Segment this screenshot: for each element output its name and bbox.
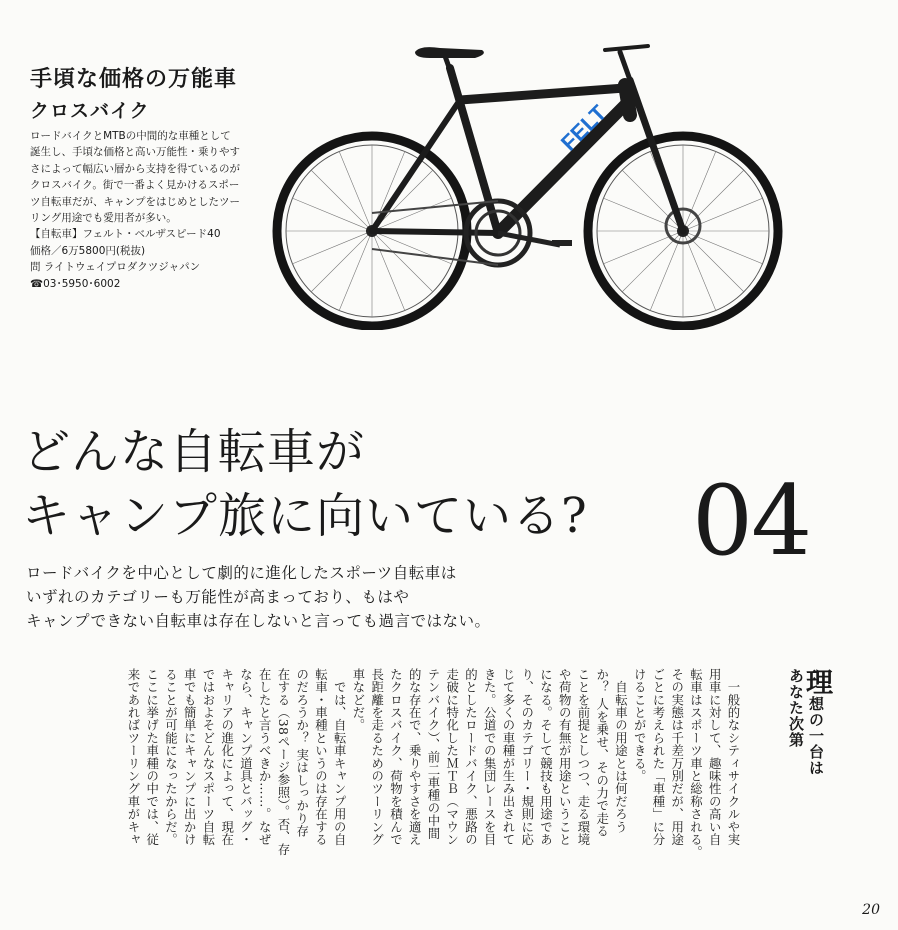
lead-line-2: いずれのカテゴリーも万能性が高まっており、もはや (26, 588, 410, 606)
page-headline (22, 420, 588, 548)
body-column: なら、キャンプ道具とバッグ・ (238, 668, 254, 846)
section-heading-rest: 想の一台は (807, 696, 825, 776)
body-column: 自転車の用途とは何だろう (613, 668, 629, 834)
product-contact: 問 ライトウェイプロダクツジャパン (30, 261, 201, 274)
section-heading-initial: 理 (801, 668, 832, 696)
lead-line-3: キャンプできない自転車は存在しないと言っても過言ではない。 (26, 612, 491, 630)
body-column: 的な存在で、乗りやすさを適え (407, 668, 423, 846)
body-column: けることができる。 (632, 668, 648, 783)
body-column: になる。そして競技も用途であ (538, 668, 554, 846)
body-column: のだろうか？ 実はしっかり存 (294, 668, 310, 838)
frame (372, 46, 683, 233)
caption-line: ツ自転車だが、キャンプをはじめとしたツー (30, 195, 240, 208)
body-column: 来であればツーリング車がキャ (126, 668, 141, 846)
body-column: や荷物の有無が用途ということ (557, 668, 573, 846)
caption-line: クロスバイク。街で一番よく見かけるスポー (30, 179, 240, 192)
body-column: 在する（38ページ参照）。否、存 (276, 668, 291, 856)
body-column: 走破に特化したＭＴＢ（マウン (444, 668, 460, 846)
caption-line: 誕生し、手頃な価格と高い万能性・乗りやす (30, 146, 240, 159)
product-name: 【自転車】フェルト・ベルザスピード40 (30, 228, 221, 241)
body-column: 用車に対して、趣味性の高い自 (707, 668, 723, 846)
body-column: その実態は千差万別だが、用途 (669, 668, 685, 846)
caption-body (30, 128, 265, 292)
product-phone: ☎03･5950･6002 (30, 277, 121, 290)
body-column: 在したと言うべきか……。なぜ (257, 668, 273, 846)
body-column: ごとに考えられた「車種」に分 (651, 668, 666, 846)
section-heading (786, 668, 832, 776)
lead-paragraph (26, 561, 490, 633)
headline-line-2: キャンプ旅に向いている? (22, 488, 588, 544)
body-column: 転車・車種というのは存在する (313, 668, 329, 846)
page-number: 20 (862, 902, 880, 918)
body-column: きた。公道での集団レースを目 (482, 668, 498, 846)
body-column: か？ 人を乗せ、その力で走る (594, 668, 610, 838)
body-column: じて多くの車種が生み出されて (501, 668, 516, 846)
caption-title: 手頃な価格の万能車 (30, 67, 238, 92)
brand-logo: FELT (555, 100, 612, 156)
caption-line: ロードバイクとMTBの中間的な車種として (30, 130, 231, 142)
body-column: ことを前提としつつ、走る環境 (576, 668, 591, 846)
body-column: り、そのカテゴリー・規則に応 (519, 668, 535, 846)
body-text (126, 668, 742, 888)
section-number: 04 (692, 465, 811, 577)
saddle (415, 47, 484, 58)
body-column: キャリアの進化によって、現在 (219, 668, 235, 846)
body-column: 車でも簡単にキャンプに出かけ (182, 668, 198, 846)
caption-line: さによって幅広い層から支持を得ているのが (30, 162, 240, 175)
body-column: 長距離を走るためのツーリング (369, 668, 385, 846)
product-price: 価格／6万5800円(税抜) (30, 244, 146, 257)
body-column: 的としたロードバイク、悪路の (463, 668, 479, 846)
caption-line: リング用途でも愛用者が多い。 (30, 212, 177, 225)
body-column: 一般的なシティサイクルや実 (726, 668, 741, 846)
body-column: ではおよそどんなスポーツ自転 (201, 668, 216, 846)
body-column: ることが可能になったからだ。 (163, 668, 179, 846)
body-column: たクロスバイク、荷物を積んで (388, 668, 404, 846)
body-column: ここに挙げた車種の中では、従 (144, 668, 160, 846)
body-column: 転車はスポーツ車と総称される。 (688, 668, 704, 859)
caption-subtitle: クロスバイク (30, 100, 150, 122)
body-column: 車などだ。 (351, 668, 366, 732)
headline-line-1: どんな自転車が (22, 424, 366, 480)
body-column: テンバイク）、前二車種の中間 (426, 668, 441, 840)
lead-line-1: ロードバイクを中心として劇的に進化したスポーツ自転車は (26, 564, 457, 582)
section-heading-line-2: あなた次第 (787, 668, 805, 748)
cross-bike-illustration (270, 40, 790, 330)
body-column: では、自転車キャンプ用の自 (332, 668, 348, 846)
